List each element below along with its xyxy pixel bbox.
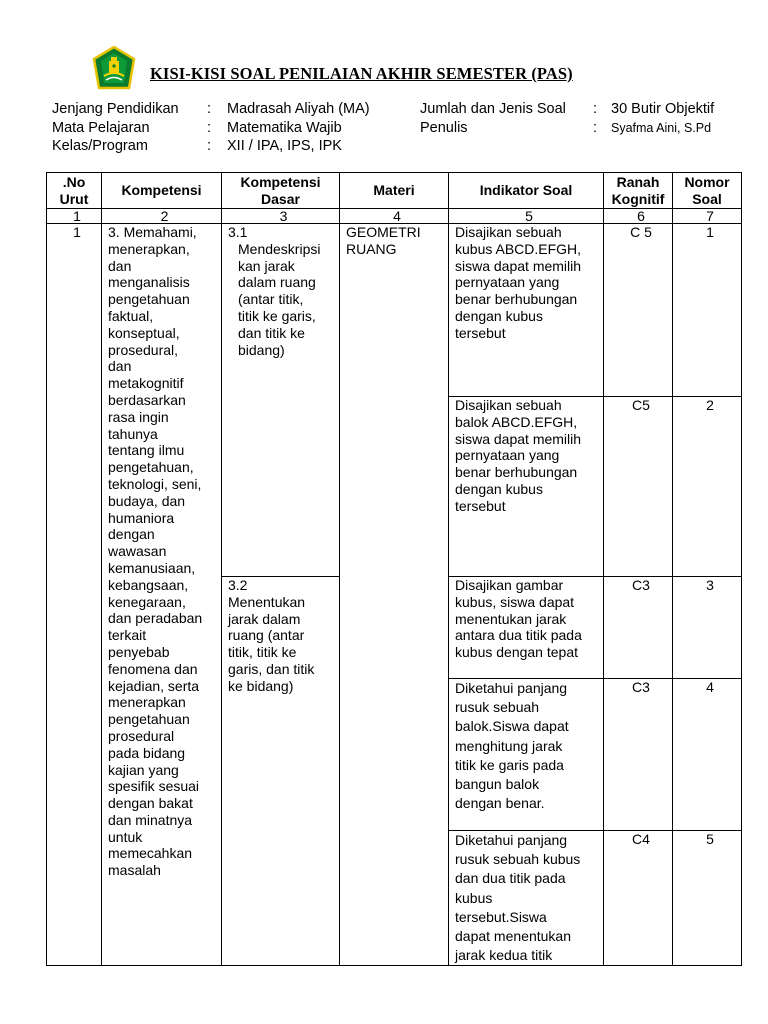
meta-colon: : [207, 119, 212, 136]
nomor-cell: 4 [673, 679, 742, 831]
meta-right-labels [420, 100, 566, 137]
ranah-cell: C5 [604, 397, 673, 577]
meta-label-jumlah: Jumlah dan Jenis Soal [420, 101, 566, 117]
column-number-row [47, 209, 742, 224]
indikator-cell: Disajikan gambar kubus, siswa dapat menentukan jarak antara dua titik pada kubus dengan tepat [449, 577, 604, 679]
row-no-urut: 1 [47, 224, 102, 966]
nomor-cell: 1 [673, 224, 742, 397]
indikator-cell: Diketahui panjang rusuk sebuah balok.Siswa dapat menghitung jarak titik ke garis pada bangun balok dengan benar. [449, 679, 604, 831]
nomor-cell: 5 [673, 831, 742, 966]
indikator-cell: Disajikan sebuah kubus ABCD.EFGH, siswa dapat memilih pernyataan yang benar berhubungan dengan kubus tersebut [449, 224, 604, 397]
header-kompetensi: Kompetensi [102, 173, 222, 209]
meta-colon: : [207, 138, 212, 154]
kd-3-2-cell: 3.2 Menentukan jarak dalam ruang (antar titik, titik ke garis, dan titik ke bidang) [222, 577, 340, 966]
meta-value-kelas: XII / IPA, IPS, IPK [227, 138, 342, 154]
kemenag-emblem-icon [92, 46, 136, 90]
column-number: 4 [340, 209, 449, 224]
meta-left-colons [207, 100, 211, 156]
header-row [47, 173, 742, 209]
column-number: 3 [222, 209, 340, 224]
kisi-kisi-table [46, 172, 742, 966]
header-kompetensi-dasar: Kompetensi Dasar [222, 173, 340, 209]
meta-value-jenjang: Madrasah Aliyah (MA) [227, 101, 370, 117]
meta-left-labels [52, 100, 179, 156]
header-indikator: Indikator Soal [449, 173, 604, 209]
meta-label-jenjang: Jenjang Pendidikan [52, 101, 179, 117]
meta-value-mapel: Matematika Wajib [227, 119, 342, 136]
meta-colon: : [593, 101, 598, 117]
header-no-urut: .No Urut [47, 173, 102, 209]
column-number: 7 [673, 209, 742, 224]
indikator-cell: Diketahui panjang rusuk sebuah kubus dan dua titik pada kubus tersebut.Siswa dapat menentukan jarak kedua titik [449, 831, 604, 966]
column-number: 1 [47, 209, 102, 224]
ranah-cell: C3 [604, 679, 673, 831]
nomor-cell: 3 [673, 577, 742, 679]
header-materi: Materi [340, 173, 449, 209]
column-number: 6 [604, 209, 673, 224]
meta-label-penulis: Penulis [420, 119, 468, 136]
meta-colon: : [207, 101, 212, 117]
header-nomor-soal: Nomor Soal [673, 173, 742, 209]
indikator-cell: Disajikan sebuah balok ABCD.EFGH, siswa dapat memilih pernyataan yang benar berhubungan dengan kubus tersebut [449, 397, 604, 577]
header-ranah-kognitif: Ranah Kognitif [604, 173, 673, 209]
meta-value-penulis: Syafma Aini, S.Pd [611, 120, 712, 135]
kompetensi-cell: 3. Memahami, menerapkan, dan menganalisis pengetahuan faktual, konseptual, prosedural, dan metakognitif berdasarkan rasa ingin tahunya tentang ilmu pengetahuan, teknologi, seni, budaya, dan humaniora dengan wawasan kemanusiaan, kebangsaan, kenegaraan, dan peradaban terkait penyebab fenomena dan kejadian, serta menerapkan pengetahuan prosedural pada bidang kajian yang spesifik sesuai dengan bakat dan minatnya untuk memecahkan masalah [102, 224, 222, 966]
meta-right-values [611, 100, 714, 137]
column-number: 2 [102, 209, 222, 224]
ranah-cell: C 5 [604, 224, 673, 397]
column-number: 5 [449, 209, 604, 224]
meta-right-colons [593, 100, 597, 137]
nomor-cell: 2 [673, 397, 742, 577]
table-row [47, 224, 742, 397]
meta-label-kelas: Kelas/Program [52, 138, 148, 154]
materi-cell: GEOMETRI RUANG [340, 224, 449, 966]
document-title: KISI-KISI SOAL PENILAIAN AKHIR SEMESTER (PAS) [150, 64, 573, 83]
meta-colon: : [593, 119, 598, 136]
meta-left-values [227, 100, 370, 156]
kd-3-1-cell: 3.1 Mendeskripsi kan jarak dalam ruang (antar titik, titik ke garis, dan titik ke bidang) [222, 224, 340, 577]
meta-label-mapel: Mata Pelajaran [52, 119, 150, 136]
ranah-cell: C3 [604, 577, 673, 679]
ranah-cell: C4 [604, 831, 673, 966]
meta-value-jumlah: 30 Butir Objektif [611, 101, 715, 117]
